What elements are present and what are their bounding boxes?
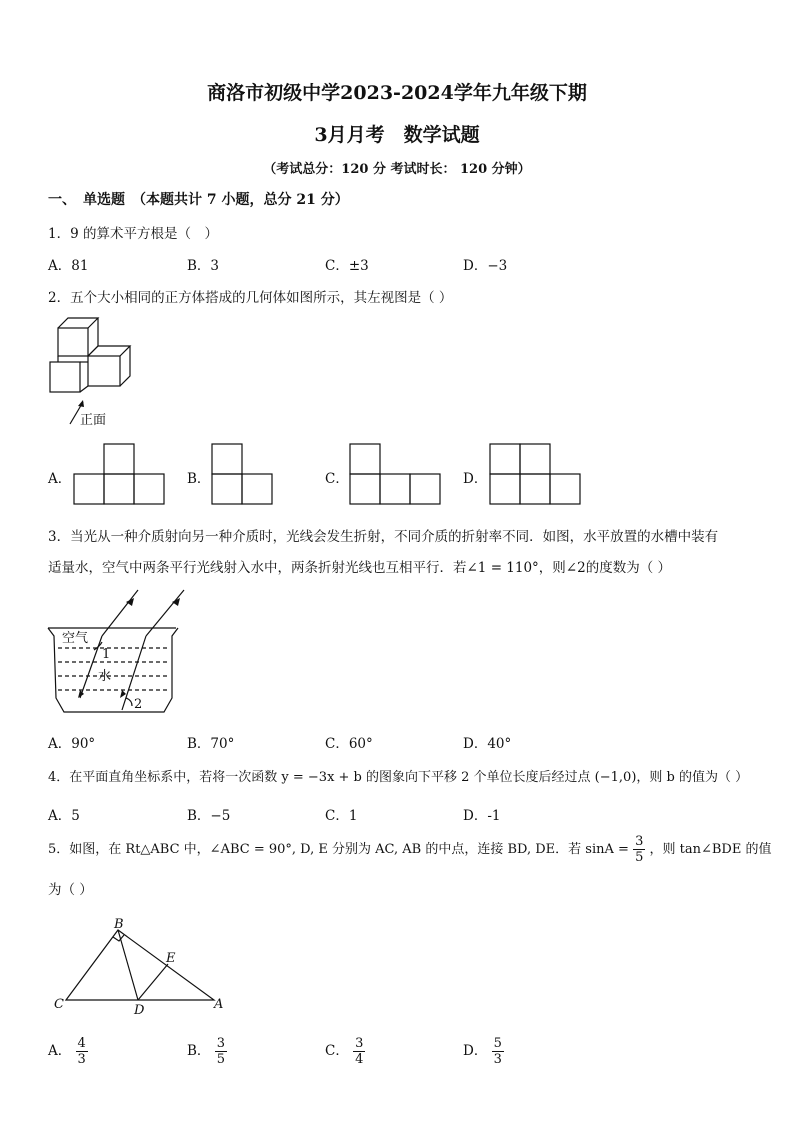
q1-option-a: A．81	[48, 258, 89, 274]
q2-option-a-view	[72, 442, 170, 506]
point-a-label: A	[214, 997, 224, 1012]
section-heading: 一、 单选题 （本题共计 7 小题，总分 21 分）	[48, 192, 349, 208]
question-3-stem-line1: 3．当光从一种介质射向另一种介质时，光线会发生折射，不同介质的折射率不同．如图，水平放置的水槽中装有	[48, 529, 719, 545]
q5-option-c-den: 4	[355, 1052, 364, 1067]
q4-option-d: D．-1	[463, 808, 501, 824]
q3-option-b: B．70°	[187, 736, 235, 752]
exam-info: （考试总分：120 分 考试时长： 120 分钟）	[263, 162, 531, 177]
front-label: 正面	[80, 413, 107, 428]
sin-fraction	[633, 834, 645, 865]
q2-option-b-label: B．	[187, 471, 211, 487]
q5-option-a-num: 4	[77, 1036, 86, 1051]
q2-option-a-label: A．	[48, 471, 72, 487]
q2-option-d-view	[488, 442, 586, 506]
q5-option-d-den: 3	[493, 1052, 502, 1067]
cube-solid-figure	[46, 312, 146, 432]
question-1-stem: 1．9 的算术平方根是（ ）	[48, 226, 218, 242]
q2-option-c-view	[348, 442, 446, 506]
q4-option-b: B．−5	[187, 808, 231, 824]
q5-option-a	[48, 1036, 88, 1067]
q5-option-a-fraction	[76, 1036, 88, 1067]
q5-stem-part1: 5．如图，在 Rt△ABC 中，∠ABC = 90°, D, E 分别为 AC, AB 的中点，连接 BD, DE．若 sinA =	[48, 842, 629, 857]
q2-option-c-label: C．	[325, 471, 349, 487]
point-d-label: D	[134, 1003, 145, 1016]
q1-option-b: B．3	[187, 258, 220, 274]
q5-option-a-den: 3	[77, 1052, 86, 1067]
water-label: 水	[98, 669, 112, 684]
point-c-label: C	[54, 997, 64, 1012]
q5-option-c-num: 3	[355, 1036, 364, 1051]
question-2-stem: 2．五个大小相同的正方体搭成的几何体如图所示，其左视图是（ ）	[48, 290, 453, 306]
sin-denominator: 5	[635, 850, 644, 865]
q2-option-d-label: D．	[463, 471, 488, 487]
q5-option-c	[325, 1036, 365, 1067]
q5-option-d-fraction	[492, 1036, 504, 1067]
q3-option-d: D．40°	[463, 736, 512, 752]
q3-option-a: A．90°	[48, 736, 96, 752]
q4-option-a: A．5	[48, 808, 80, 824]
q2-option-b-view	[210, 442, 278, 506]
q5-stem-part2: ，则 tan∠BDE 的值	[649, 842, 772, 857]
q1-option-d: D．−3	[463, 258, 508, 274]
water-tank-figure	[46, 586, 186, 716]
q4-option-c: C．1	[325, 808, 358, 824]
q5-option-d-letter: D．	[463, 1043, 488, 1059]
q3-option-c: C．60°	[325, 736, 373, 752]
q5-option-b	[187, 1036, 227, 1067]
q5-option-b-den: 5	[216, 1052, 225, 1067]
q5-option-b-fraction	[215, 1036, 227, 1067]
angle-1-label: 1	[102, 647, 111, 662]
question-5-stem-line1	[48, 834, 771, 865]
point-e-label: E	[166, 951, 176, 966]
air-label: 空气	[62, 631, 89, 646]
triangle-figure	[50, 916, 230, 1016]
angle-2-label: 2	[134, 697, 143, 712]
q5-option-c-letter: C．	[325, 1043, 349, 1059]
point-b-label: B	[114, 917, 124, 932]
q1-option-c: C．±3	[325, 258, 369, 274]
q5-option-b-letter: B．	[187, 1043, 211, 1059]
document-title: 商洛市初级中学2023-2024学年九年级下期	[207, 82, 587, 104]
sin-numerator: 3	[635, 834, 644, 849]
question-5-stem-line2: 为（ ）	[48, 882, 93, 898]
q5-option-a-letter: A．	[48, 1043, 72, 1059]
document-subtitle: 3月月考 数学试题	[314, 124, 480, 146]
q5-option-b-num: 3	[216, 1036, 225, 1051]
question-4-stem: 4．在平面直角坐标系中，若将一次函数 y = −3x + b 的图象向下平移 2 个单位长度后经过点 (−1,0)，则 b 的值为（ ）	[48, 770, 749, 785]
q5-option-c-fraction	[353, 1036, 365, 1067]
question-3-stem-line2: 适量水，空气中两条平行光线射入水中，两条折射光线也互相平行．若∠1 = 110°，则∠2的度数为（ ）	[48, 560, 672, 576]
q5-option-d	[463, 1036, 504, 1067]
q5-option-d-num: 5	[493, 1036, 502, 1051]
